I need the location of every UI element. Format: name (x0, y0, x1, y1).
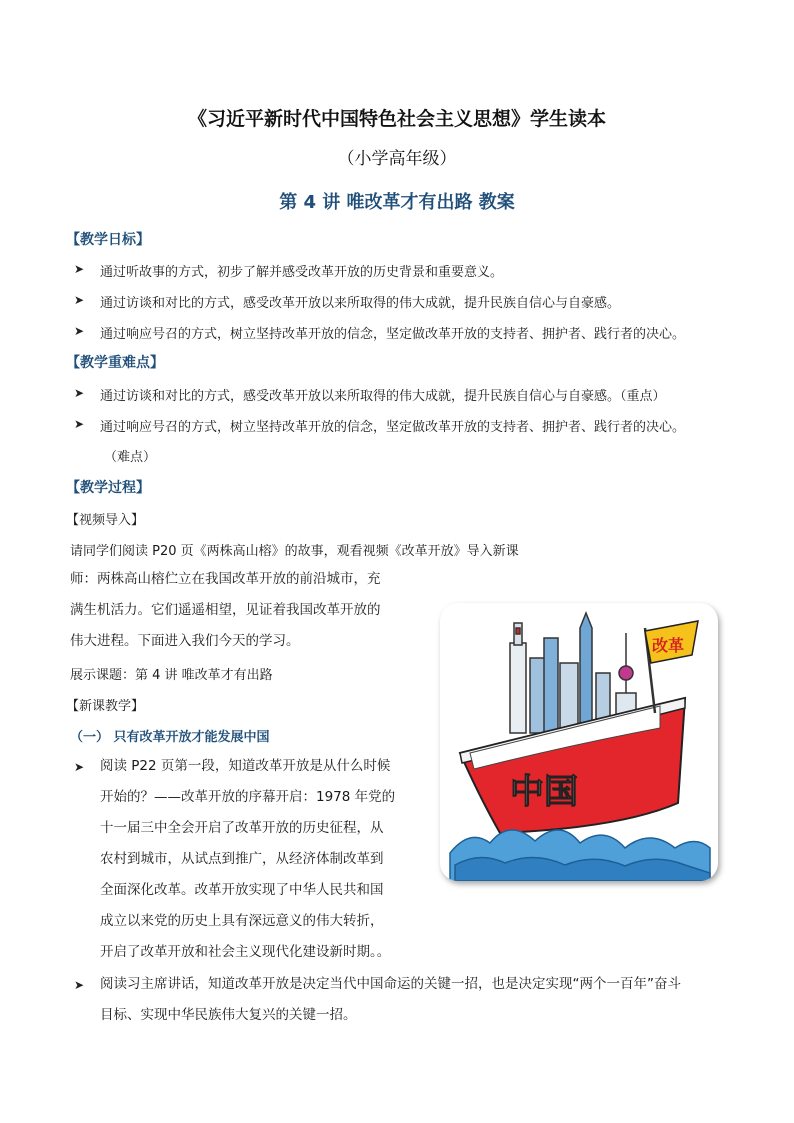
ship-label: 中国 (510, 772, 578, 812)
bullet-arrow-icon: ➤ (74, 262, 85, 276)
objective-item: 通过访谈和对比的方式，感受改革开放以来所取得的伟大成就，提升民族自信心与自豪感。 (100, 296, 621, 311)
keypoint-item: 通过响应号召的方式，树立坚持改革开放的信念，坚定做改革开放的支持者、拥护者、践行者的决心。 (100, 420, 686, 435)
reform-ship-drawing (440, 603, 718, 881)
reading1-line: 成立以来党的历史上具有深远意义的伟大转折， (100, 913, 384, 929)
bullet-arrow-icon: ➤ (74, 978, 85, 992)
reading1-line: 开启了改革开放和社会主义现代化建设新时期。。 (100, 944, 391, 960)
objective-item: 通过响应号召的方式，树立坚持改革开放的信念，坚定做改革开放的支持者、拥护者、践行者的决心。 (100, 327, 686, 342)
reading2-paragraph (100, 969, 681, 1031)
reading1-line: 农村到城市，从试点到推广，从经济体制改革到 (100, 851, 384, 867)
lesson-title: 第 4 讲 唯改革才有出路 教案 (279, 192, 515, 213)
keypoints-heading: 【教学重难点】 (66, 355, 164, 371)
objective-item: 通过听故事的方式，初步了解并感受改革开放的历史背景和重要意义。 (100, 265, 504, 280)
reading1-line: 十一届三中全会开启了改革开放的历史征程，从 (100, 820, 384, 836)
process-heading: 【教学过程】 (66, 480, 150, 496)
teacher-text (70, 564, 381, 657)
new-lesson-heading: 【新课教学】 (66, 699, 145, 714)
objectives-heading: 【教学日标】 (66, 232, 150, 248)
document-title: 《习近平新时代中国特色社会主义思想》学生读本 (187, 108, 606, 130)
bullet-arrow-icon: ➤ (74, 324, 85, 338)
keypoint-item-continuation: （难点） (104, 450, 157, 465)
reform-ship-illustration (440, 603, 718, 881)
reading2-line: 阅读习主席讲话，知道改革开放是决定当代中国命运的关键一招，也是决定实现“两个一百年”奋斗 (100, 976, 681, 992)
teacher-line: 师：两株高山榕伫立在我国改革开放的前沿城市，充 (70, 571, 381, 587)
reading1-line: 开始的？——改革开放的序幕开启：1978 年党的 (100, 789, 396, 805)
video-intro-heading: 【视频导入】 (66, 513, 145, 528)
reading1-line: 阅读 P22 页第一段，知道改革开放是从什么时候 (100, 758, 391, 774)
part1-heading: （一） 只有改革开放才能发展中国 (70, 730, 270, 745)
document-subtitle: （小学高年级） (337, 149, 457, 169)
bullet-arrow-icon: ➤ (74, 417, 85, 431)
reading2-line: 目标、实现中华民族伟大复兴的关键一招。 (100, 1007, 357, 1023)
flag-label: 改革 (652, 636, 685, 655)
waves (450, 830, 710, 881)
bullet-arrow-icon: ➤ (74, 293, 85, 307)
teacher-line: 伟大进程。下面进入我们今天的学习。 (70, 633, 300, 649)
bullet-arrow-icon: ➤ (74, 760, 85, 774)
bullet-arrow-icon: ➤ (74, 386, 85, 400)
keypoint-item: 通过访谈和对比的方式，感受改革开放以来所取得的伟大成就，提升民族自信心与自豪感。（重点） (100, 389, 666, 404)
teacher-line: 满生机活力。它们遥遥相望，见证着我国改革开放的 (70, 602, 381, 618)
reading1-paragraph (100, 751, 395, 968)
show-topic-line: 展示课题：第 4 讲 唯改革才有出路 (70, 668, 273, 683)
video-intro-line: 请同学们阅读 P20 页《两株高山榕》的故事，观看视频《改革开放》导入新课 (70, 544, 519, 559)
reading1-line: 全面深化改革。改革开放实现了中华人民共和国 (100, 882, 384, 898)
